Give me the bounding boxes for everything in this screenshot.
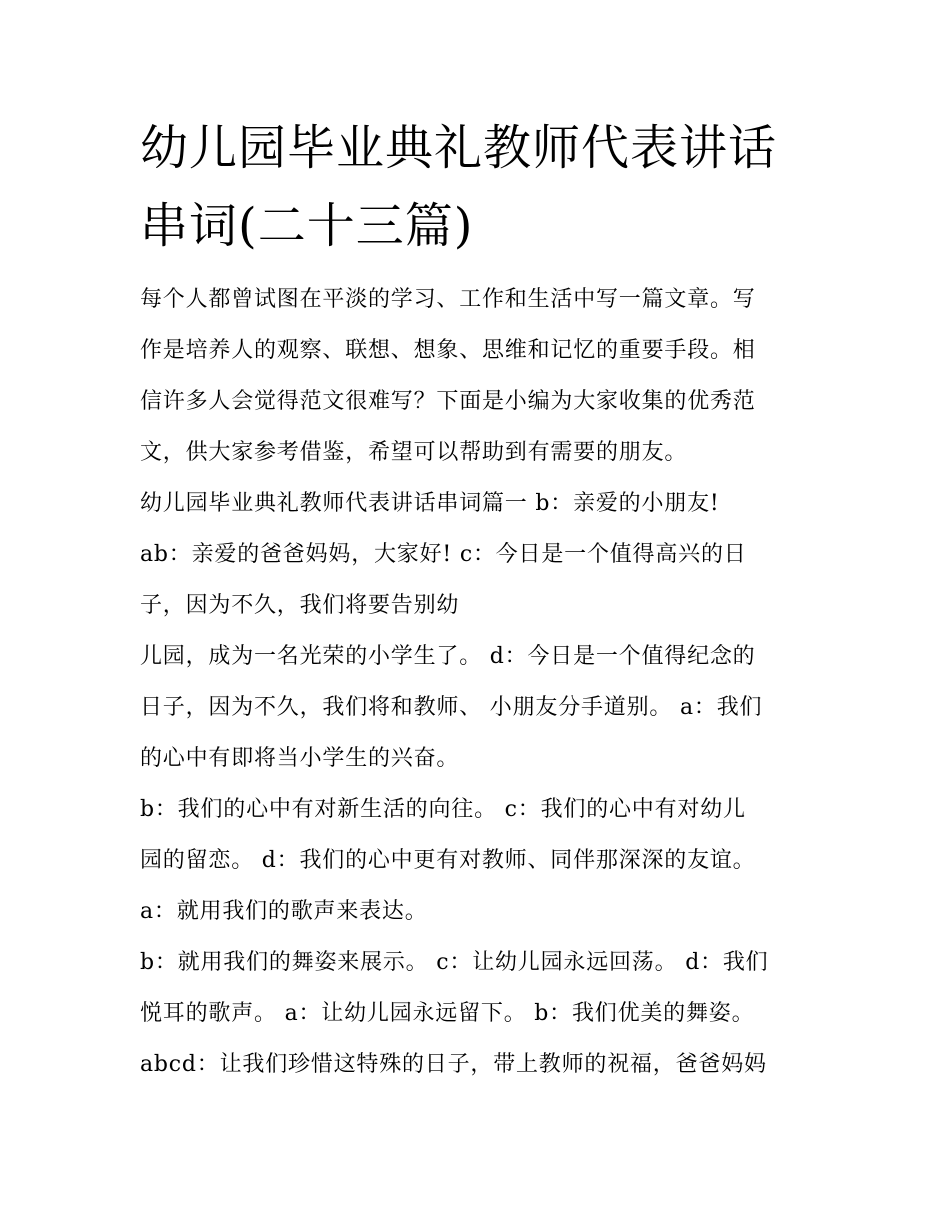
body-line: 悦耳的歌声。 a：让幼儿园永远留下。 b：我们优美的舞姿。 xyxy=(140,1001,755,1026)
document-title-line-2: 串词(二十三篇) xyxy=(140,198,474,254)
body-line: abcd：让我们珍惜这特殊的日子，带上教师的祝福，爸爸妈妈 xyxy=(140,1052,767,1077)
body-line: 作是培养人的观察、联想、想象、思维和记忆的重要手段。相 xyxy=(140,338,756,363)
document-title-line-1: 幼儿园毕业典礼教师代表讲话 xyxy=(140,120,778,176)
body-line: b：就用我们的舞姿来展示。 c：让幼儿园永远回荡。 d：我们 xyxy=(140,950,769,975)
body-line: 的心中有即将当小学生的兴奋。 xyxy=(140,746,460,771)
body-line: a：就用我们的歌声来表达。 xyxy=(140,899,428,924)
body-line: 儿园，成为一名光荣的小学生了。 d：今日是一个值得纪念的 xyxy=(140,644,756,669)
body-line: 日子，因为不久，我们将和教师、 小朋友分手道别。 a：我们 xyxy=(140,695,763,720)
body-line: 子，因为不久，我们将要告别幼 xyxy=(140,593,460,618)
body-line: 幼儿园毕业典礼教师代表讲话串词篇一 b：亲爱的小朋友! xyxy=(140,491,720,516)
body-line: 每个人都曾试图在平淡的学习、工作和生活中写一篇文章。写 xyxy=(140,287,756,312)
body-line: 信许多人会觉得范文很难写？下面是小编为大家收集的优秀范 xyxy=(140,389,756,414)
body-line: b：我们的心中有对新生活的向往。 c：我们的心中有对幼儿 xyxy=(140,797,746,822)
body-line: 文，供大家参考借鉴，希望可以帮助到有需要的朋友。 xyxy=(140,440,688,465)
body-line: 园的留恋。 d：我们的心中更有对教师、同伴那深深的友谊。 xyxy=(140,848,756,873)
body-line: ab：亲爱的爸爸妈妈，大家好! c：今日是一个值得高兴的日 xyxy=(140,542,747,567)
